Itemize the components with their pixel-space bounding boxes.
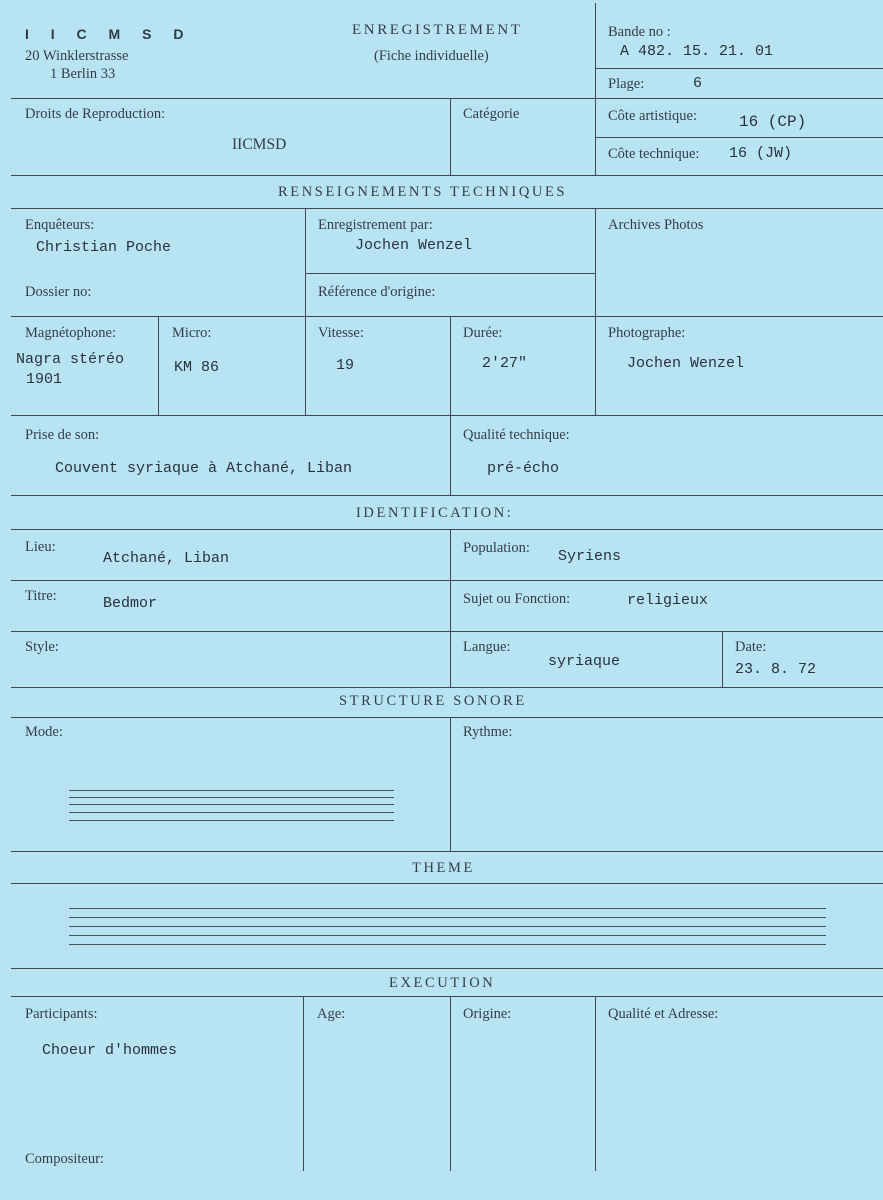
participants-value: Choeur d'hommes [42, 1042, 178, 1059]
cote-artistique-value: 16 (CP) [739, 113, 807, 131]
rule-header-right [595, 3, 596, 98]
qualite-technique-label: Qualité technique: [463, 427, 570, 443]
langue-value: syriaque [548, 653, 621, 670]
population-label: Population: [463, 540, 530, 556]
vitesse-value: 19 [336, 357, 355, 374]
lieu-value: Atchané, Liban [103, 550, 230, 567]
date-value: 23. 8. 72 [735, 661, 817, 678]
section-title-structure: STRUCTURE SONORE [339, 693, 527, 709]
prise-value: Couvent syriaque à Atchané, Liban [55, 460, 353, 477]
section-title-theme: THEME [412, 860, 475, 876]
rule-struct-title-top [11, 687, 883, 688]
enregistrement-par-value: Jochen Wenzel [355, 237, 473, 254]
rule-age-left [303, 996, 304, 1171]
rule-population-left [450, 529, 451, 687]
participants-label: Participants: [25, 1006, 98, 1022]
titre-value: Bedmor [103, 595, 158, 612]
rythme-label: Rythme: [463, 724, 513, 740]
form-subtitle: (Fiche individuelle) [374, 48, 489, 64]
rule-titre-top [11, 580, 883, 581]
address-line-2: 1 Berlin 33 [50, 66, 116, 82]
rule-enreg-left [305, 208, 306, 316]
qualite-adresse-label: Qualité et Adresse: [608, 1006, 719, 1022]
duree-label: Durée: [463, 325, 503, 341]
rule-exec-title-top [11, 968, 883, 969]
rule-archives-left [595, 208, 596, 316]
bande-label: Bande no : [608, 24, 671, 40]
micro-label: Micro: [172, 325, 212, 341]
micro-value: KM 86 [174, 359, 220, 376]
prise-label: Prise de son: [25, 427, 100, 443]
style-label: Style: [25, 639, 59, 655]
sujet-label: Sujet ou Fonction: [463, 591, 571, 607]
rule-vitesse-left [305, 316, 306, 415]
section-title-execution: EXECUTION [389, 975, 496, 991]
cote-artistique-label: Côte artistique: [608, 108, 697, 124]
categorie-label: Catégorie [463, 106, 520, 122]
duree-value: 2'27" [482, 355, 528, 372]
rule-exec-title-bottom [11, 996, 883, 997]
rule-tech-title-top [11, 175, 883, 176]
rule-prise-top [11, 415, 883, 416]
population-value: Syriens [558, 548, 622, 565]
rule-struct-title-bottom [11, 717, 883, 718]
titre-label: Titre: [25, 588, 57, 604]
rule-origine-left [450, 996, 451, 1171]
magnetophone-value-1: Nagra stéréo [16, 351, 125, 368]
rule-style-top [11, 631, 883, 632]
plage-label: Plage: [608, 76, 645, 92]
enregistrement-par-label: Enregistrement par: [318, 217, 433, 233]
rule-qualite-left [450, 415, 451, 495]
qualite-technique-value: pré-écho [487, 460, 560, 477]
rule-theme-title-bottom [11, 883, 883, 884]
rule-plage-top [596, 68, 883, 69]
archives-photos-label: Archives Photos [608, 217, 704, 233]
enqueteurs-label: Enquêteurs: [25, 217, 95, 233]
rule-equipment-top [11, 316, 883, 317]
rule-header-bottom [11, 98, 883, 99]
rule-tech-title-bottom [11, 208, 883, 209]
rule-cote-split [596, 137, 883, 138]
rule-rythme-left [450, 717, 451, 851]
section-title-technical: RENSEIGNEMENTS TECHNIQUES [278, 184, 568, 200]
age-label: Age: [317, 1006, 346, 1022]
form-title: ENREGISTREMENT [352, 22, 523, 38]
mode-label: Mode: [25, 724, 63, 740]
rule-photographe-left [595, 316, 596, 415]
droits-label: Droits de Reproduction: [25, 106, 166, 122]
address-line-1: 20 Winklerstrasse [25, 48, 129, 64]
lieu-label: Lieu: [25, 539, 56, 555]
rule-duree-left [450, 316, 451, 415]
reference-label: Référence d'origine: [318, 284, 436, 300]
date-label: Date: [735, 639, 767, 655]
compositeur-label: Compositeur: [25, 1151, 104, 1167]
langue-label: Langue: [463, 639, 511, 655]
rule-micro-left [158, 316, 159, 415]
cote-technique-label: Côte technique: [608, 146, 700, 162]
dossier-label: Dossier no: [25, 284, 92, 300]
sujet-value: religieux [627, 592, 709, 609]
rule-date-left [722, 631, 723, 687]
plage-value: 6 [693, 75, 703, 92]
bande-value: A 482. 15. 21. 01 [620, 43, 774, 60]
rule-categorie-left [450, 98, 451, 175]
magnetophone-value-2: 1901 [26, 371, 63, 388]
rule-qualite-adresse-left [595, 996, 596, 1171]
cote-technique-value: 16 (JW) [729, 145, 793, 162]
droits-value: IICMSD [232, 136, 287, 153]
photographe-label: Photographe: [608, 325, 686, 341]
rule-theme-title-top [11, 851, 883, 852]
magnetophone-label: Magnétophone: [25, 325, 117, 341]
photographe-value: Jochen Wenzel [627, 355, 745, 372]
rule-cote-left [595, 98, 596, 175]
section-title-identification: IDENTIFICATION: [356, 505, 514, 521]
enqueteurs-value: Christian Poche [36, 239, 172, 256]
origine-label: Origine: [463, 1006, 512, 1022]
rule-reference-top [305, 273, 595, 274]
rule-ident-title-bottom [11, 529, 883, 530]
rule-ident-title-top [11, 495, 883, 496]
institute-logo: I I C M S D [25, 26, 193, 42]
vitesse-label: Vitesse: [318, 325, 364, 341]
